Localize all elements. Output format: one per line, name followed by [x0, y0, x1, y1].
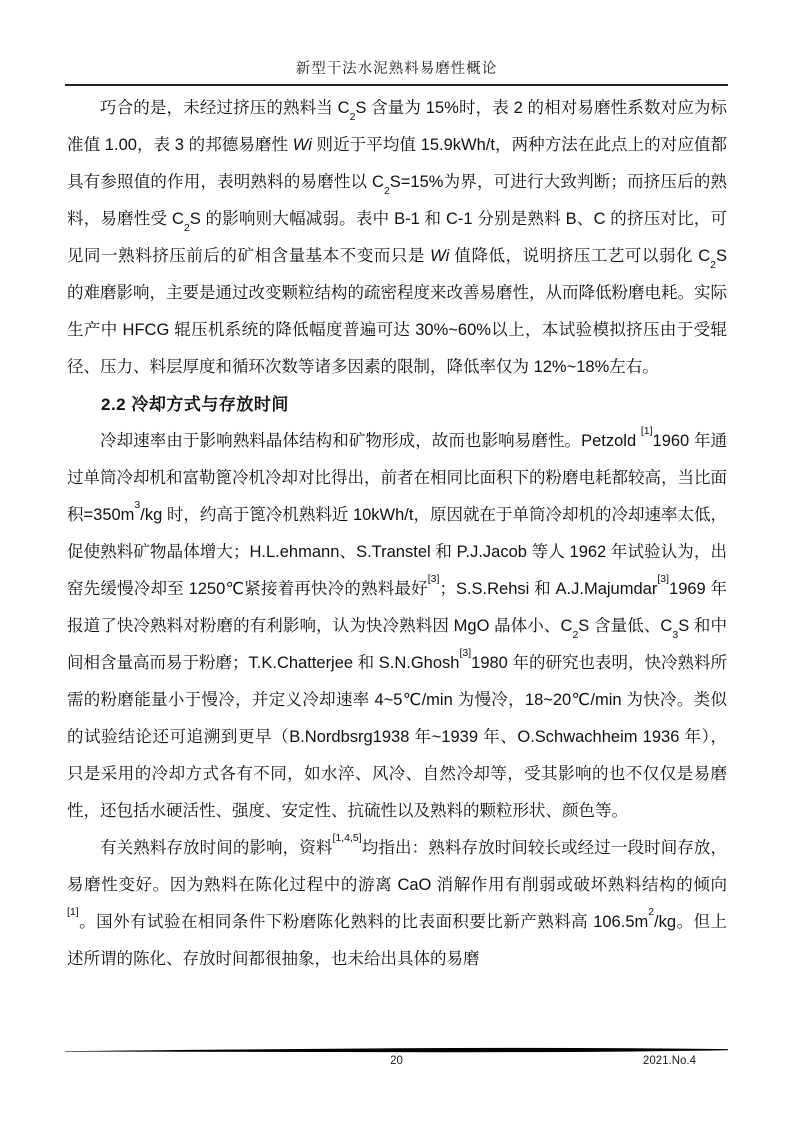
issue-label: 2021.No.4 — [642, 1055, 696, 1067]
paragraph-cooling-rate: 冷却速率由于影响熟料晶体结构和矿物形成，故而也影响易磨性。Petzold [1]1960 年通过单筒冷却机和富勒篦冷机冷却对比得出，前者在相同比面积下的粉磨电耗都较高，当比面积$=350m^3/kg$ 时，约高于篦冷机熟料近 10kWh/t，原因就在于单筒冷却机的冷却速率太低，促使熟料矿物晶体增大；H.L.ehmann、S.Transtel 和 P.J.Jacob 等人 1962 年试验认为，出窑先缓慢冷却至 1250℃紧接着再快冷的熟料最好[3]；S.S.Rehsi 和 A.J.Majumdar[3]1969 年报道了快冷熟料对粉磨的有利影响，认为快冷熟料因 MgO 晶体小、$C_2S$ 含量低、$C_3S$ 和中间相含量高而易于粉磨；T.K.Chatterjee 和 S.N.Ghosh[3]1980 年的研究也表明，快冷熟料所需的粉磨能量小于慢冷，并定义冷却速率 4~5℃/min 为慢冷，18~20℃/min 为快冷。类似的试验结论还可追溯到更早（B.Nordbsrg1938 年~1939 年、O.Schwachheim 1936 年），只是采用的冷却方式各有不同，如水淬、风冷、自然冷却等，受其影响的也不仅仅是易磨性，还包括水硬活性、强度、安定性、抗硫性以及熟料的颗粒形状、颜色等。 — [67, 424, 728, 820]
document-body — [67, 90, 727, 978]
footer-rule-stroke — [65, 1046, 728, 1054]
running-header-title: 新型干法水泥熟料易磨性概论 — [295, 61, 498, 77]
paragraph-storage-time: 有关熟料存放时间的影响，资料[1,4,5]均指出：熟料存放时间较长或经过一段时间存放，易磨性变好。因为熟料在陈化过程中的游离 CaO 消解作用有削弱或破坏熟料结构的倾向[1]。国外有试验在相同条件下粉磨陈化熟料的比表面积要比新产熟料高 $106.5m^2/kg$。但上述所谓的陈化、存放时间都很抽象，也未给出具体的易磨 — [67, 831, 728, 968]
footer — [65, 1055, 728, 1073]
section-heading-2-2: 2.2 冷却方式与存放时间 — [101, 395, 289, 414]
page-number: 20 — [390, 1055, 403, 1067]
header-rule — [65, 84, 728, 86]
paragraph-extrusion-grindability: 巧合的是，未经过挤压的熟料当 $C_2S$ 含量为 15%时，表 2 的相对易磨性系数对应为标准值 1.00，表 3 的邦德易磨性 Wi 则近于平均值 15.9kWh/t，两种方法在此点上的对应值都具有参照值的作用，表明熟料的易磨性以 $C_2S=15\%$为界，可进行大致判断；而挤压后的熟料，易磨性受 $C_2S$ 的影响则大幅减弱。表中 B-1 和 C-1 分别是熟料 B、C 的挤压对比，可见同一熟料挤压前后的矿相含量基本不变而只是 Wi 值降低，说明挤压工艺可以弱化 $C_2S$ 的难磨影响，主要是通过改变颗粒结构的疏密程度来改善易磨性，从而降低粉磨电耗。实际生产中 HFCG 辊压机系统的降低幅度普遍可达 30%~60%以上，本试验模拟挤压由于受辊径、压力、料层厚度和循环次数等诸多因素的限制，降低率仅为 12%~18%左右。 — [67, 99, 728, 376]
